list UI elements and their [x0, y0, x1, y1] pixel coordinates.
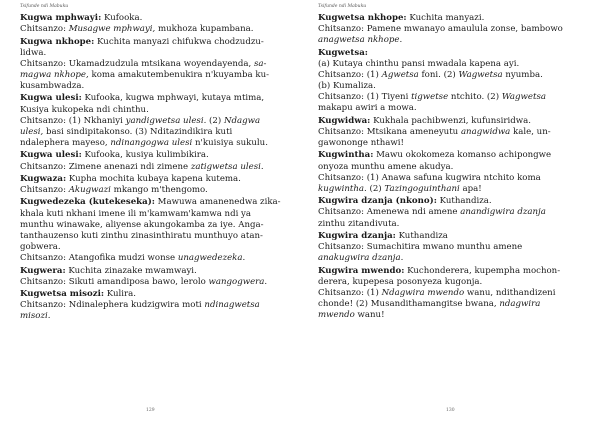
entry-line	[20, 277, 282, 288]
entry-text: ntchito. (2)	[448, 92, 502, 103]
entry-line	[318, 219, 580, 230]
dictionary-entry	[20, 266, 282, 288]
running-header: Tsifunde ndi Mabuku	[20, 4, 69, 9]
entry-line	[20, 242, 282, 253]
dictionary-entry	[20, 37, 282, 93]
entry-line	[20, 105, 282, 116]
entry-text: Chitsanzo: (1) Anawa safuna kugwira ntchito koma	[318, 172, 541, 183]
page-number: 130	[446, 408, 455, 413]
headword: Kugwa ulesi:	[20, 150, 82, 161]
entry-text: wanu!	[354, 310, 385, 321]
entry-line	[20, 311, 282, 322]
entry-text: Kuchonderera, kupempha mochon-	[404, 265, 561, 276]
entry-line	[318, 242, 580, 253]
entry-line	[20, 70, 282, 81]
dictionary-entry	[318, 266, 580, 322]
entry-text: makapu awiri a mowa.	[318, 103, 417, 114]
example-phrase: ndinangogwa ulesi	[110, 138, 193, 149]
entry-text: gobwera.	[20, 242, 61, 253]
entry-text: Kufooka, kusiya kulimbikira.	[81, 150, 209, 161]
dictionary-entry	[20, 150, 282, 172]
entry-line	[318, 81, 580, 92]
entry-text: Chitsanzo: Pamene mwanayo amaulula zonse, bambowo	[318, 24, 563, 35]
entry-line	[318, 13, 580, 24]
entry-text: Chitsanzo:	[20, 185, 69, 196]
headword: Kugwa nkhope:	[20, 36, 95, 47]
entry-line	[20, 220, 282, 231]
entry-line	[318, 48, 580, 59]
entry-line	[318, 103, 580, 114]
entry-line	[318, 277, 580, 288]
example-phrase: Akugwazi	[68, 185, 111, 196]
entry-text: (b) Kumaliza.	[318, 81, 376, 92]
right-page-body	[318, 13, 580, 323]
headword: Kugwa mphwayi:	[20, 13, 102, 23]
headword: Kugwetsa:	[318, 47, 368, 58]
example-phrase: wangogwera.	[208, 276, 268, 287]
entry-line	[20, 266, 282, 277]
left-page-body	[20, 13, 282, 324]
entry-text: mkango m'thengomo.	[110, 185, 208, 196]
entry-line	[318, 299, 580, 310]
example-phrase: anagwidwa	[460, 126, 511, 137]
entry-text: Chitsanzo: Zimene anenazi ndi zimene	[20, 161, 191, 172]
headword: Kugwedezeka (kutekeseka):	[20, 197, 155, 208]
entry-text: kale, un-	[510, 126, 551, 137]
entry-text: apa!	[459, 183, 482, 194]
entry-text: Chitsanzo: Ndinalephera kudzigwira moti	[20, 300, 205, 311]
entry-line	[20, 209, 282, 220]
entry-text: Kusiya kukopeka ndi chinthu.	[20, 104, 149, 115]
entry-text: Kukhala pachibwenzi, kufunsiridwa.	[370, 115, 531, 126]
dictionary-entry	[318, 150, 580, 195]
entry-text: Kuchita manyazi chifukwa chodzudzu-	[94, 36, 264, 47]
example-phrase: Musagwe mphwayi,	[68, 24, 156, 35]
headword: Kugwa ulesi:	[20, 93, 82, 104]
page-number: 129	[146, 408, 155, 413]
entry-line	[318, 162, 580, 173]
entry-text: Kulira.	[104, 289, 136, 300]
entry-text: khala kuti nkhani imene ili m'kamwam'kamwa ndi ya	[20, 208, 252, 219]
entry-line	[318, 127, 580, 138]
entry-text: zinthu zitandivuta.	[318, 218, 400, 229]
entry-text: Chitsanzo: Sikuti amandiposa bawo, lerolo	[20, 276, 209, 287]
dictionary-entry	[318, 196, 580, 229]
entry-text: nyumba.	[502, 69, 543, 80]
example-phrase: Tazingoguinthani	[384, 183, 460, 194]
entry-line	[20, 93, 282, 104]
example-phrase: Wagwetsa	[501, 92, 546, 103]
entry-line	[20, 289, 282, 300]
dictionary-entry	[318, 48, 580, 115]
entry-text: Mawuwa amanenedwa zika-	[154, 197, 281, 208]
entry-text: derera, kupepesa posonyeza kugonja.	[318, 276, 483, 287]
headword: Kugwintha:	[318, 150, 374, 161]
entry-text: ndalephera mayeso,	[20, 138, 111, 149]
example-phrase: misozi.	[20, 311, 51, 322]
entry-line	[20, 197, 282, 208]
entry-text: Kufooka.	[101, 13, 143, 23]
dictionary-entry	[20, 13, 282, 35]
dictionary-entry	[318, 231, 580, 264]
entry-text: Kuthandiza.	[436, 196, 492, 207]
entry-line	[20, 13, 282, 24]
entry-text: chonde! (2) Musandithamangitse bwana,	[318, 299, 500, 310]
entry-text: Chitsanzo: (1) Tiyeni	[318, 92, 412, 103]
example-phrase: unagwedezeka.	[177, 253, 246, 264]
entry-text: Kuchita zinazake mwamwayi.	[65, 265, 197, 276]
entry-line	[318, 288, 580, 299]
entry-line	[20, 81, 282, 92]
entry-line	[318, 59, 580, 70]
example-phrase: sa-	[253, 58, 267, 69]
entry-text: Chitsanzo: (1)	[318, 69, 382, 80]
entry-line	[20, 127, 282, 138]
example-phrase: anakugwira dzanja.	[318, 253, 404, 264]
entry-line	[20, 162, 282, 173]
dictionary-entry	[20, 174, 282, 196]
entry-text: n'kuisiya sukulu.	[192, 138, 268, 149]
entry-text: Chitsanzo:	[20, 24, 69, 35]
example-phrase: Agwetsa	[381, 69, 419, 80]
headword: Kugwira dzanja:	[318, 230, 396, 241]
entry-text: Chitsanzo: Mtsikana ameneyutu	[318, 126, 461, 137]
dictionary-entry	[20, 93, 282, 149]
dictionary-entry	[318, 116, 580, 149]
entry-text: tanthauzenso kuti zinthu zinasinthiratu munthuyo atan-	[20, 230, 263, 241]
entry-line	[318, 116, 580, 127]
example-phrase: Ndagwa	[223, 115, 261, 126]
example-phrase: Ndagwira mwendo	[381, 287, 465, 298]
entry-line	[20, 185, 282, 196]
entry-text: Chitsanzo: (1) Nkhaniyi	[20, 115, 126, 126]
entry-line	[318, 184, 580, 195]
example-phrase: tigwetse	[411, 92, 449, 103]
example-phrase: yandigwetsa ulesi.	[125, 115, 207, 126]
entry-line	[20, 37, 282, 48]
entry-line	[20, 59, 282, 70]
example-phrase: zatigwetsa ulesi.	[190, 161, 264, 172]
entry-line	[20, 253, 282, 264]
entry-line	[20, 116, 282, 127]
entry-text: basi sindipitakonso. (3) Nditazindikira kuti	[43, 126, 233, 137]
entry-text: Chitsanzo: Ukamadzudzula mtsikana woyendayenda,	[20, 58, 254, 69]
example-phrase: magwa nkhope,	[20, 69, 89, 80]
headword: Kugwidwa:	[318, 115, 371, 126]
entry-line	[20, 24, 282, 35]
entry-text: Chitsanzo: (1)	[318, 287, 382, 298]
example-phrase: Wagwetsa	[458, 69, 503, 80]
entry-line	[20, 150, 282, 161]
example-phrase: anandigwira dzanja	[460, 207, 546, 218]
running-header: Tsifunde ndi Mabuku	[318, 4, 367, 9]
headword: Kugwira dzanja (nkono):	[318, 196, 437, 207]
example-phrase: mwendo	[318, 310, 355, 321]
entry-text: Chitsanzo: Atangofika mudzi wonse	[20, 253, 178, 264]
headword: Kugwira mwendo:	[318, 265, 405, 276]
entry-text: foni. (2)	[418, 69, 459, 80]
example-phrase: ndagwira	[499, 299, 541, 310]
entry-line	[318, 92, 580, 103]
entry-text: Kuchita manyazi.	[406, 13, 485, 23]
entry-text: koma amakutembenukira n'kuyamba ku-	[88, 69, 270, 80]
entry-line	[318, 207, 580, 218]
dictionary-entry	[20, 197, 282, 264]
entry-text: mukhoza kupambana.	[155, 24, 254, 35]
entry-line	[20, 174, 282, 185]
dictionary-entry	[318, 13, 580, 46]
entry-text: (2)	[206, 115, 224, 126]
headword: Kugwera:	[20, 265, 66, 276]
entry-line	[318, 310, 580, 321]
entry-line	[20, 48, 282, 59]
entry-text: Kupha mochita kubaya kapena kutema.	[66, 173, 241, 184]
entry-text: lidwa.	[20, 47, 47, 58]
entry-text: onyoza munthu amene akudya.	[318, 161, 454, 172]
example-phrase: anagwetsa nkhope.	[318, 35, 403, 46]
entry-text: (a) Kutaya chinthu pansi mwadala kapena ayi.	[318, 58, 520, 69]
dictionary-entry	[20, 289, 282, 322]
entry-text: Mawu okokomeza komanso achipongwe	[373, 150, 552, 161]
entry-text: wanu, ndithandizeni	[464, 287, 556, 298]
entry-line	[318, 70, 580, 81]
entry-line	[318, 173, 580, 184]
entry-line	[318, 231, 580, 242]
entry-line	[318, 138, 580, 149]
headword: Kugwetsa misozi:	[20, 289, 105, 300]
example-phrase: kugwintha.	[318, 183, 367, 194]
headword: Kugwetsa nkhope:	[318, 13, 407, 23]
example-phrase: ulesi,	[20, 126, 44, 137]
headword: Kugwaza:	[20, 173, 67, 184]
entry-text: Chitsanzo: Sumachitira mwano munthu amene	[318, 242, 523, 253]
entry-text: (2)	[366, 183, 385, 194]
entry-line	[318, 35, 580, 46]
entry-text: Kufooka, kugwa mphwayi, kutaya mtima,	[81, 93, 265, 104]
entry-text: Kuthandiza	[395, 230, 448, 241]
entry-line	[20, 138, 282, 149]
entry-line	[318, 150, 580, 161]
entry-text: kusambwadza.	[20, 81, 85, 92]
entry-text: munthu winawake, aliyense akungokamba za iye. Anga-	[20, 219, 264, 230]
entry-line	[20, 231, 282, 242]
entry-line	[318, 266, 580, 277]
entry-line	[318, 24, 580, 35]
entry-text: gawononge nthawi!	[318, 138, 404, 149]
right-page	[300, 0, 600, 424]
entry-text: Chitsanzo: Amenewa ndi amene	[318, 207, 461, 218]
entry-line	[20, 300, 282, 311]
example-phrase: ndinagwetsa	[204, 300, 260, 311]
entry-line	[318, 253, 580, 264]
entry-line	[318, 196, 580, 207]
